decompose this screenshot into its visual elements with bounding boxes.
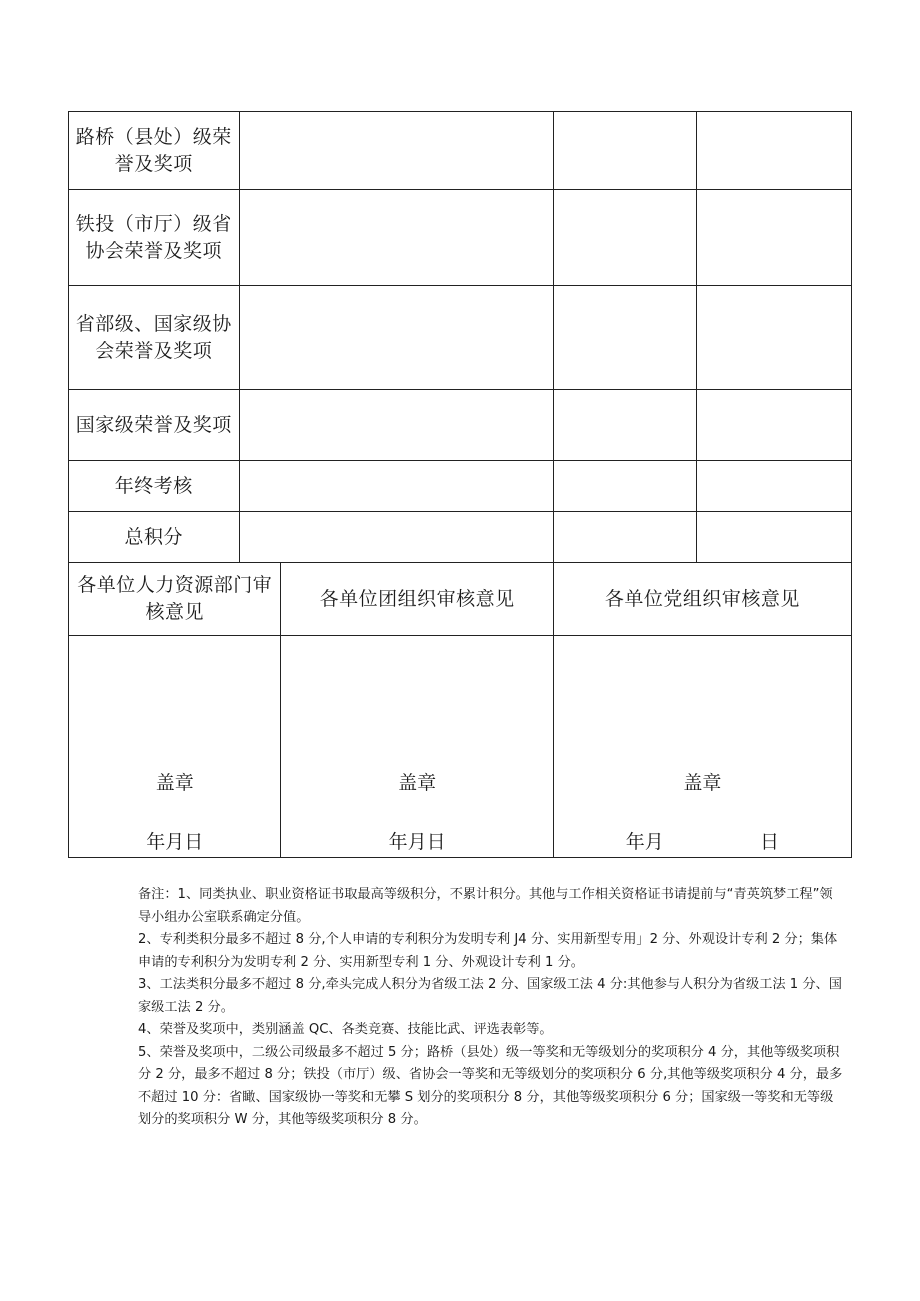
row-label-city-honors: 铁投（市厅）级省协会荣誉及奖项 bbox=[69, 190, 240, 286]
party-seal-label: 盖章 bbox=[683, 772, 722, 794]
hr-review-header: 各单位人力资源部门审核意见 bbox=[69, 563, 281, 636]
provincial-honors-self-score-cell[interactable] bbox=[554, 286, 698, 390]
notes-section bbox=[138, 884, 844, 1132]
league-seal-label: 盖章 bbox=[398, 772, 437, 794]
annual-review-detail-cell[interactable] bbox=[240, 461, 554, 512]
note-item: 2、专利类积分最多不超过 8 分,个人申请的专利积分为发明专利 J4 分、实用新型专用」2 分、外观设计专利 2 分；集体申请的专利积分为发明专利 2 分、实用新型专利 1 分、外观设计专利 1 分。 bbox=[138, 932, 838, 970]
national-honors-self-score-cell[interactable] bbox=[554, 390, 698, 461]
city-honors-review-score-cell[interactable] bbox=[697, 190, 851, 286]
total-detail-cell[interactable] bbox=[240, 512, 554, 563]
county-honors-detail-cell[interactable] bbox=[240, 112, 554, 190]
hr-date-label: 年月日 bbox=[146, 831, 204, 853]
row-label-national-honors: 国家级荣誉及奖项 bbox=[69, 390, 240, 461]
national-honors-review-score-cell[interactable] bbox=[697, 390, 851, 461]
league-review-header: 各单位团组织审核意见 bbox=[281, 563, 553, 636]
score-row-city-honors bbox=[69, 190, 851, 286]
provincial-honors-detail-cell[interactable] bbox=[240, 286, 554, 390]
note-item: 5、荣誉及奖项中，二级公司级最多不超过 5 分；路桥（县处）级一等奖和无等级划分的奖项积分 4 分，其他等级奖项积分 2 分，最多不超过 8 分；铁投（市厅）级、省协会一等奖和无等级划分的奖项积分 6 分,其他等级奖项积分 4 分，最多不超过 10 分：省瞰、国家级协一等奖和无攀 S 划分的奖项积分 8 分，其他等级奖项积分 6 分；国家级一等奖和无等级划分的奖项积分 W 分，其他等级奖项积分 8 分。 bbox=[138, 1044, 843, 1127]
county-honors-review-score-cell[interactable] bbox=[697, 112, 851, 190]
party-date-label bbox=[554, 829, 851, 856]
total-self-score-cell[interactable] bbox=[554, 512, 698, 563]
party-review-opinion-cell[interactable] bbox=[554, 636, 851, 858]
city-honors-self-score-cell[interactable] bbox=[554, 190, 698, 286]
party-review-header: 各单位党组织审核意见 bbox=[554, 563, 851, 636]
row-label-annual-review: 年终考核 bbox=[69, 461, 240, 512]
row-label-county-honors: 路桥（县处）级荣誉及奖项 bbox=[69, 112, 240, 190]
score-row-national-honors bbox=[69, 390, 851, 461]
league-date-label: 年月日 bbox=[388, 831, 446, 853]
party-date-day: 日 bbox=[759, 831, 779, 853]
annual-review-review-score-cell[interactable] bbox=[697, 461, 851, 512]
review-header-row bbox=[69, 563, 851, 636]
note-item: 3、工法类积分最多不超过 8 分,牵头完成人积分为省级工法 2 分、国家级工法 4 分:其他参与人积分为省级工法 1 分、国家级工法 2 分。 bbox=[138, 977, 842, 1015]
score-rows bbox=[68, 111, 852, 563]
note-item: 4、荣誉及奖项中，类别涵盖 QC、各类竞赛、技能比武、评选表彰等。 bbox=[138, 1022, 553, 1037]
note-item: 备注：1、同类执业、职业资格证书取最高等级积分，不累计积分。其他与工作相关资格证书请提前与“青英筑梦工程”领导小组办公室联系确定分值。 bbox=[138, 887, 833, 925]
hr-seal-label: 盖章 bbox=[155, 772, 194, 794]
score-row-county-honors bbox=[69, 112, 851, 190]
provincial-honors-review-score-cell[interactable] bbox=[697, 286, 851, 390]
county-honors-self-score-cell[interactable] bbox=[554, 112, 698, 190]
party-date-year-month: 年月 bbox=[625, 831, 664, 853]
row-label-total: 总积分 bbox=[69, 512, 240, 563]
row-label-provincial-honors: 省部级、国家级协会荣誉及奖项 bbox=[69, 286, 240, 390]
national-honors-detail-cell[interactable] bbox=[240, 390, 554, 461]
annual-review-self-score-cell[interactable] bbox=[554, 461, 698, 512]
review-body-row bbox=[69, 636, 851, 858]
score-row-provincial-honors bbox=[69, 286, 851, 390]
league-review-opinion-cell[interactable] bbox=[281, 636, 553, 858]
hr-review-opinion-cell[interactable] bbox=[69, 636, 281, 858]
total-review-score-cell[interactable] bbox=[697, 512, 851, 563]
score-row-total bbox=[69, 512, 851, 563]
review-section bbox=[68, 563, 852, 858]
city-honors-detail-cell[interactable] bbox=[240, 190, 554, 286]
score-row-annual-review bbox=[69, 461, 851, 512]
application-form-table bbox=[68, 111, 852, 858]
